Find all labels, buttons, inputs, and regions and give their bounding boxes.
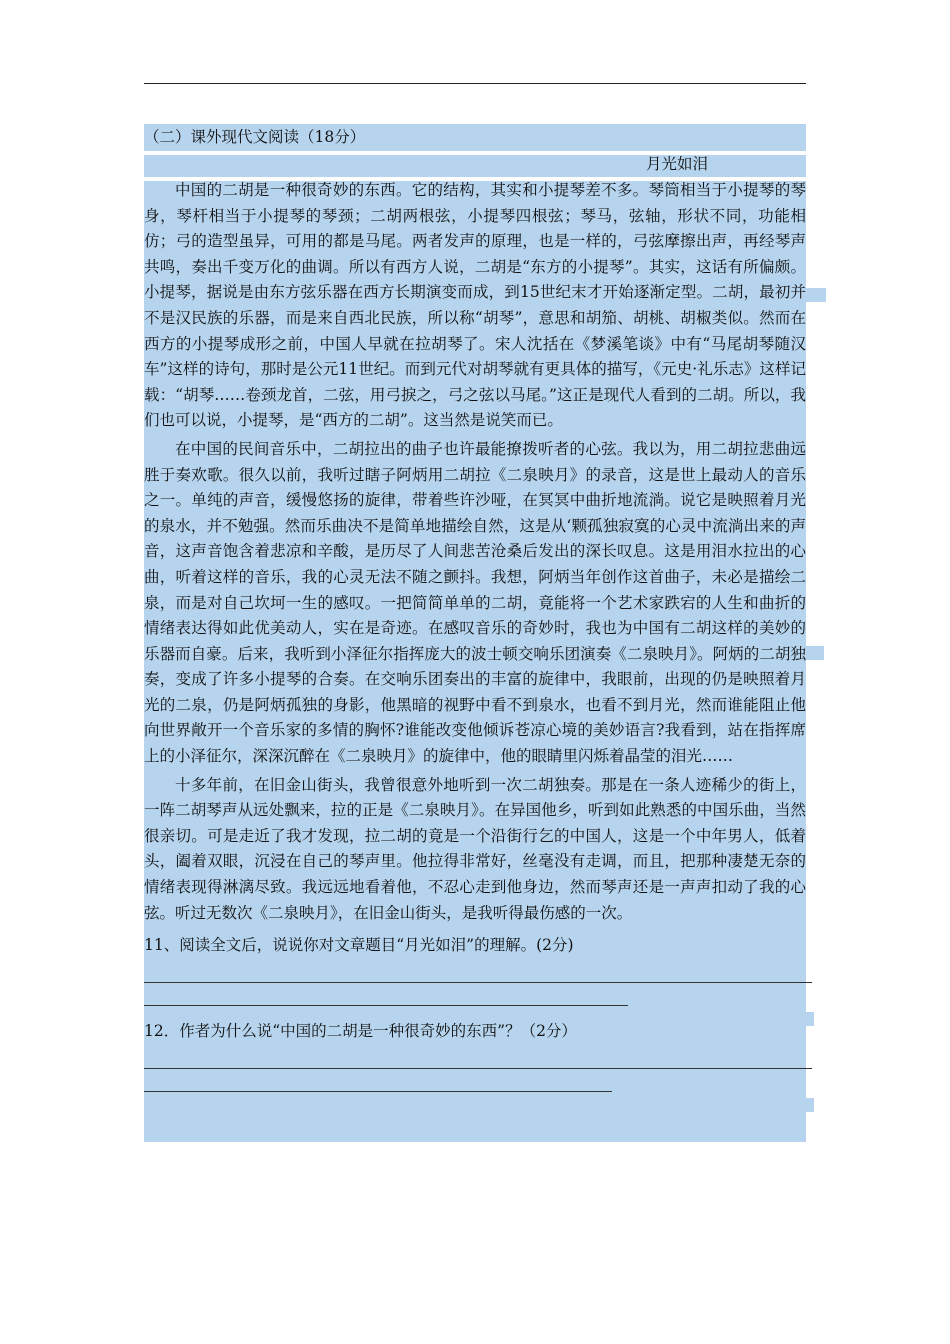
selection-overflow-mark [806,646,824,660]
question-11: 11、阅读全文后，说说你对文章题目“月光如泪”的理解。(2分) [144,936,574,955]
answer-line[interactable] [144,1046,812,1069]
header-rule [144,83,806,84]
question-12: 12．作者为什么说“中国的二胡是一种很奇妙的东西”？（2分） [144,1022,577,1041]
paragraph-1: 中国的二胡是一种很奇妙的东西。它的结构，其实和小提琴差不多。琴筒相当于小提琴的琴身，琴杆相当于小提琴的琴颈；二胡两根弦，小提琴四根弦；琴马，弦轴，形状不同，功能相仿；弓的造型虽异，可用的都是马尾。两者发声的原理，也是一样的，弓弦摩擦出声，再经琴声共鸣，奏出千变万化的曲调。所以有西方人说，二胡是“东方的小提琴”。其实，这话有所偏颇。小提琴，据说是由东方弦乐器在西方长期演变而成，到15世纪末才开始逐渐定型。二胡，最初并不是汉民族的乐器，而是来自西北民族，所以称“胡琴”，意思和胡笳、胡桃、胡椒类似。然而在西方的小提琴成形之前，中国人早就在拉胡琴了。宋人沈括在《梦溪笔谈》中有“马尾胡琴随汉车”这样的诗句，那时是公元11世纪。而到元代对胡琴就有更具体的描写，《元史·礼乐志》这样记载：“胡琴……卷颈龙首，二弦，用弓捩之，弓之弦以马尾。”这正是现代人看到的二胡。所以，我们也可以说，小提琴，是“西方的二胡”。这当然是说笑而已。 [144,181,806,430]
answer-line[interactable] [144,983,628,1006]
section-heading: （二）课外现代文阅读（18分） [144,128,366,146]
paragraph-3: 十多年前，在旧金山街头，我曾很意外地听到一次二胡独奏。那是在一条人迹稀少的街上，一阵二胡琴声从远处飘来，拉的正是《二泉映月》。在异国他乡，听到如此熟悉的中国乐曲，当然很亲切。可是走近了我才发现，拉二胡的竟是一个沿街行乞的中国人，这是一个中年男人，低着头，阖着双眼，沉浸在自己的琴声里。他拉得非常好，丝毫没有走调，而且，把那种凄楚无奈的情绪表现得淋漓尽致。我远远地看着他，不忍心走到他身边，然而琴声还是一声声扣动了我的心弦。听过无数次《二泉映月》，在旧金山街头，是我听得最伤感的一次。 [144,775,806,922]
paragraph-2: 在中国的民间音乐中，二胡拉出的曲子也许最能撩拨听者的心弦。我以为，用二胡拉悲曲远胜于奏欢歌。很久以前，我听过瞎子阿炳用二胡拉《二泉映月》的录音，这是世上最动人的音乐之一。单纯的声音，缓慢悠扬的旋律，带着些许沙哑，在冥冥中曲折地流淌。说它是映照着月光的泉水，并不勉强。然而乐曲决不是简单地描绘自然，这是从‘颗孤独寂寞的心灵中流淌出来的声音，这声音饱含着悲凉和辛酸，是历尽了人间悲苦沧桑后发出的深长叹息。这是用泪水拉出的心曲，听着这样的音乐，我的心灵无法不随之颤抖。我想，阿炳当年创作这首曲子，未必是描绘二泉，而是对自己坎坷一生的感叹。一把简简单单的二胡，竟能将一个艺术家跌宕的人生和曲折的情绪表达得如此优美动人，实在是奇迹。在感叹音乐的奇妙时，我也为中国有二胡这样的美妙的乐器而自豪。后来，我听到小泽征尔指挥庞大的波士顿交响乐团演奏《二泉映月》。阿炳的二胡独奏，变成了许多小提琴的合奏。在交响乐团奏出的丰富的旋律中，我眼前，出现的仍是映照着月光的二泉，仍是阿炳孤独的身影，他黑暗的视野中看不到泉水，也看不到月光，然而谁能阻止他向世界敞开一个音乐家的多情的胸怀?谁能改变他倾诉苍凉心境的美妙语言?我看到，站在指挥席上的小泽征尔，深深沉醉在《二泉映月》的旋律中，他的眼睛里闪烁着晶莹的泪光…… [144,439,806,766]
selection-overflow-mark [806,288,826,302]
selection-overflow-mark [806,1012,814,1026]
answer-line[interactable] [144,960,812,983]
selection-overflow-mark [806,1098,814,1112]
document-body [144,124,806,1092]
answer-line[interactable] [144,1069,612,1092]
article-title: 月光如泪 [646,155,709,173]
